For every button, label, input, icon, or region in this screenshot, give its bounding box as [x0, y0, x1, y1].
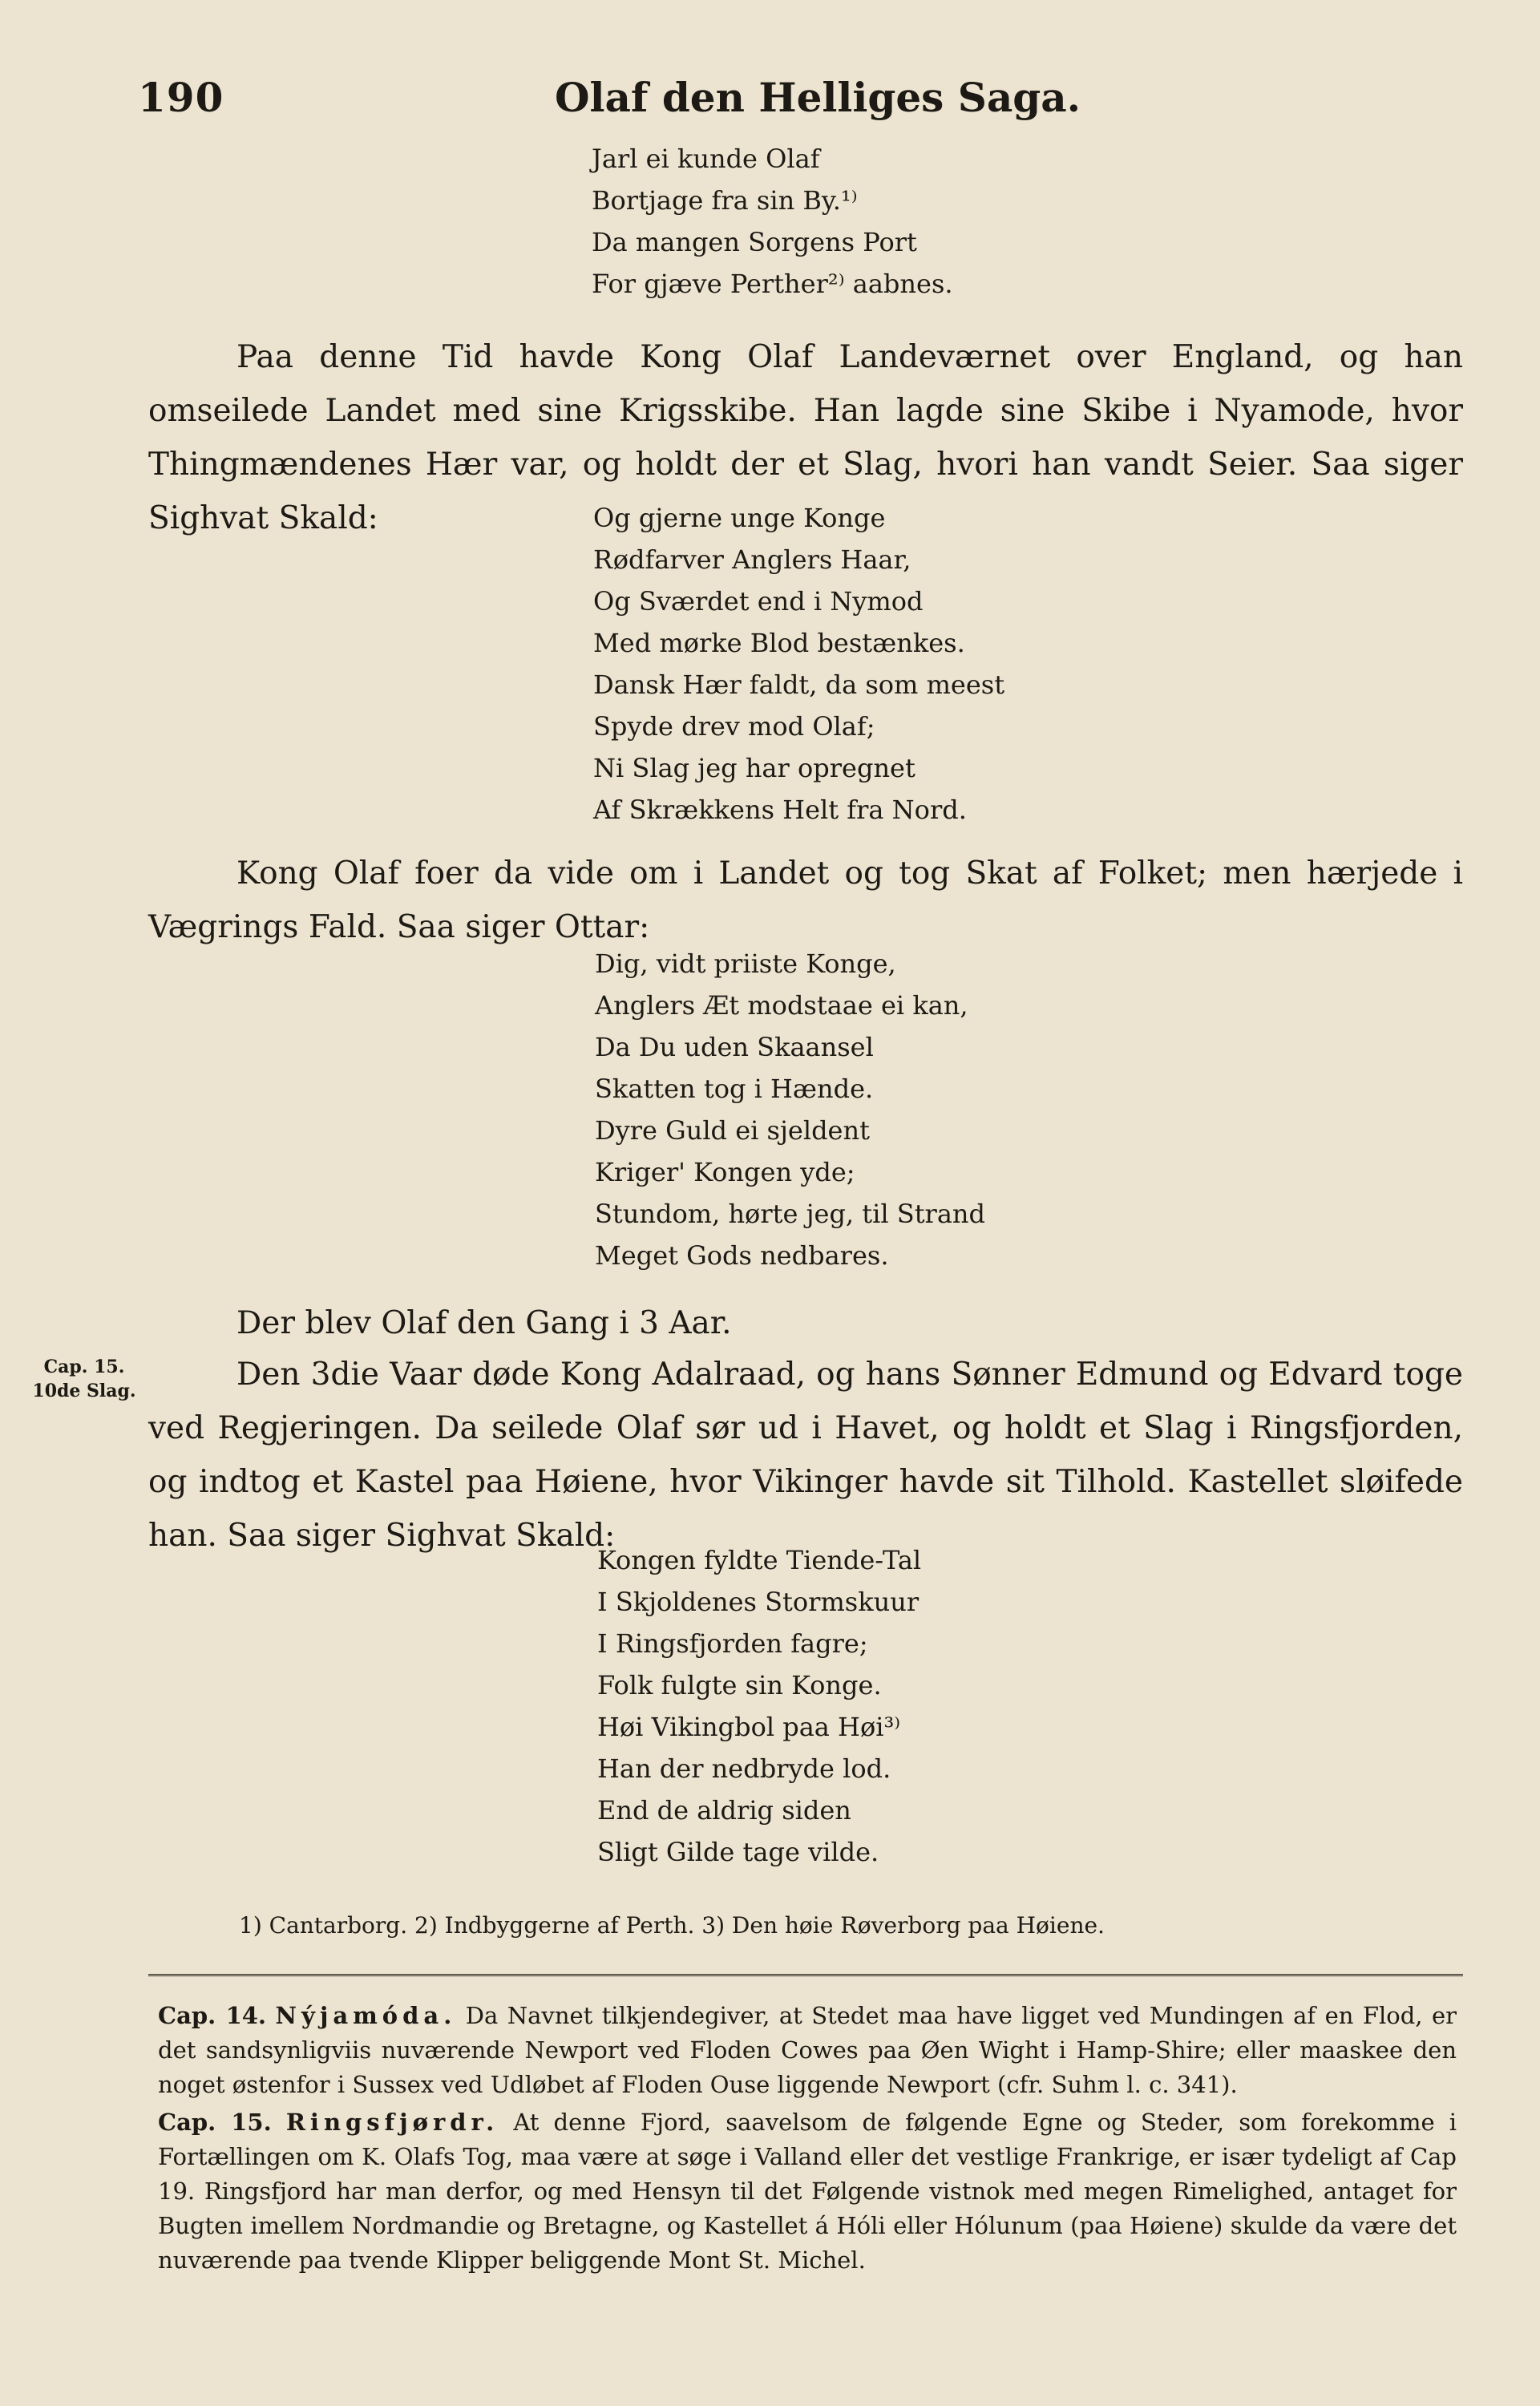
- verse-line: For gjæve Perther²⁾ aabnes.: [592, 269, 953, 299]
- verse-stanza-1: [592, 138, 953, 305]
- verse-line: Spyde drev mod Olaf;: [593, 711, 875, 742]
- note-label: Cap. 14.: [158, 2002, 267, 2029]
- verse-stanza-4: [597, 1539, 921, 1873]
- paragraph-1: Paa denne Tid havde Kong Olaf Landeværnet over England, og han omseilede Landet med sine Krigsskibe. Han lagde sine Skibe i Nyamode, hvor Thingmændenes Hær var, og holdt der et Slag, hvori han vandt Seier. Saa siger Sighvat Skald:: [148, 339, 1463, 536]
- verse-line: Folk fulgte sin Konge.: [597, 1670, 882, 1700]
- note-text: At denne Fjord, saavelsom de følgende Egne og Steder, som forekomme i Fortællingen om K. Olafs Tog, maa være at søge i Valland eller det vestlige Frankrige, er især tydeligt af Cap 19. Ringsfjord har man derfor, og med Hensyn til det Følgende vistnok med megen Rimelighed, antaget for Bugten imellem Nordmandie og Bretagne, og Kastellet á Hóli eller Hólunum (paa Høiene) skulde da være det nuværende paa tvende Klipper beliggende Mont St. Michel.: [158, 2109, 1457, 2274]
- verse-line: Sligt Gilde tage vilde.: [597, 1837, 879, 1867]
- verse-line: Da Du uden Skaansel: [595, 1032, 874, 1062]
- verse-stanza-2: [593, 497, 1004, 831]
- note-term: Nýjamóda.: [275, 2002, 457, 2029]
- margin-note-chapter: Cap. 15.: [43, 1357, 125, 1377]
- page-number: 190: [138, 74, 224, 121]
- verse-line: Dig, vidt priiste Konge,: [595, 948, 896, 979]
- verse-line: Dyre Guld ei sjeldent: [595, 1115, 870, 1146]
- verse-line: Han der nedbryde lod.: [597, 1753, 891, 1784]
- note-cap-14: [158, 1999, 1457, 2102]
- verse-line: Bortjage fra sin By.¹⁾: [592, 185, 858, 216]
- note-term: Ringsfjørdr.: [285, 2109, 499, 2136]
- verse-line: Ni Slag jeg har opregnet: [593, 753, 916, 783]
- verse-stanza-3: [595, 943, 985, 1276]
- paragraph-2: Kong Olaf foer da vide om i Landet og tog Skat af Folket; men hærjede i Vægrings Fald. Saa siger Ottar:: [148, 855, 1463, 945]
- verse-line: Da mangen Sorgens Port: [592, 227, 917, 257]
- verse-line: Jarl ei kunde Olaf: [592, 144, 820, 174]
- verse-line: Af Skrækkens Helt fra Nord.: [593, 795, 967, 825]
- verse-line: Høi Vikingbol paa Høi³⁾: [597, 1712, 901, 1742]
- note-cap-15: [158, 2105, 1457, 2278]
- verse-line: Meget Gods nedbares.: [595, 1240, 889, 1271]
- verse-line: Stundom, hørte jeg, til Strand: [595, 1199, 986, 1229]
- section-divider: [148, 1974, 1463, 1981]
- verse-line: Skatten tog i Hænde.: [595, 1074, 874, 1104]
- verse-line: Rødfarver Anglers Haar,: [593, 544, 911, 575]
- verse-line: Med mørke Blod bestænkes.: [593, 628, 965, 658]
- verse-line: End de aldrig siden: [597, 1795, 851, 1826]
- verse-line: Og Sværdet end i Nymod: [593, 586, 924, 617]
- footnotes: 1) Cantarborg. 2) Indbyggerne af Perth. 3) Den høie Røverborg paa Høiene.: [239, 1912, 1105, 1939]
- paragraph-3: Der blev Olaf den Gang i 3 Aar.: [236, 1305, 732, 1341]
- verse-line: Og gjerne unge Konge: [593, 503, 886, 533]
- running-title: Olaf den Helliges Saga.: [554, 74, 1081, 121]
- margin-note-battle: 10de Slag.: [32, 1381, 136, 1401]
- verse-line: I Ringsfjorden fagre;: [597, 1628, 868, 1659]
- paragraph-4: Den 3die Vaar døde Kong Adalraad, og hans Sønner Edmund og Edvard toge ved Regjeringen. Da seilede Olaf sør ud i Havet, og holdt et Slag i Ringsfjorden, og indtog et Kastel paa Høiene, hvor Vikinger havde sit Tilhold. Kastellet sløifede han. Saa siger Sighvat Skald:: [148, 1357, 1463, 1554]
- verse-line: Kriger' Kongen yde;: [595, 1157, 855, 1187]
- commentary-notes: [158, 1999, 1457, 2281]
- verse-line: Anglers Æt modstaae ei kan,: [595, 990, 968, 1021]
- note-label: Cap. 15.: [158, 2109, 272, 2136]
- margin-note: [24, 1355, 144, 1403]
- verse-line: I Skjoldenes Stormskuur: [597, 1587, 920, 1617]
- note-text: Da Navnet tilkjendegiver, at Stedet maa have ligget ved Mundingen af en Flod, er det sandsynligviis nuværende Newport ved Floden Cowes paa Øen Wight i Hamp-Shire; eller maaskee den noget østenfor i Sussex ved Udløbet af Floden Ouse liggende Newport (cfr. Suhm l. c. 341).: [158, 2002, 1457, 2098]
- verse-line: Dansk Hær faldt, da som meest: [593, 669, 1005, 700]
- verse-line: Kongen fyldte Tiende-Tal: [597, 1545, 922, 1575]
